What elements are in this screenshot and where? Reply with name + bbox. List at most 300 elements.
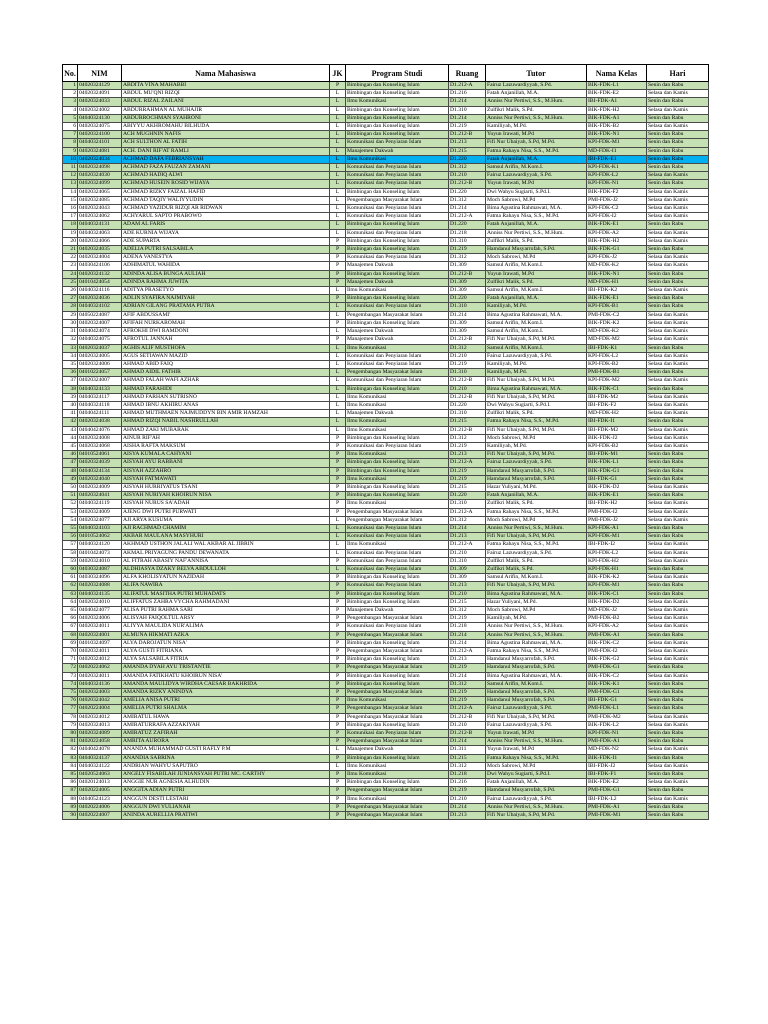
- cell-nama-kelas: BIK-FDK-E1: [587, 295, 647, 303]
- table-row: [63, 246, 709, 254]
- cell-ruang: D1.212-B: [449, 713, 486, 721]
- cell-nim: 04020324085: [78, 196, 122, 204]
- cell-nama: AMRITA AURORA: [122, 738, 330, 746]
- table-row: [63, 90, 709, 98]
- cell-ruang: D1.212-B: [449, 377, 486, 385]
- cell-hari: Selasa dan Kamis: [647, 549, 709, 557]
- cell-hari: Senin dan Rabu: [647, 344, 709, 352]
- cell-program-studi: Ilmu Komunikasi: [346, 762, 449, 770]
- cell-tutor: Anniss Nur Pertiwi, S.S., M.Hum.: [486, 803, 587, 811]
- cell-nama: ACHMAD HADIQ ALWI: [122, 172, 330, 180]
- cell-hari: Selasa dan Kamis: [647, 795, 709, 803]
- cell-nim: 04020324004: [78, 254, 122, 262]
- table-row: [63, 500, 709, 508]
- cell-no: 48: [63, 467, 78, 475]
- table-row: [63, 434, 709, 442]
- cell-tutor: Moch Sabrowi, M.Pd: [486, 607, 587, 615]
- table-row: [63, 705, 709, 713]
- cell-no: 84: [63, 762, 78, 770]
- cell-nama-kelas: KPI-FDK-M1: [587, 582, 647, 590]
- cell-tutor: Dwi Wahyu Sugiarti, S.Pd.I.: [486, 188, 587, 196]
- header-nama-mahasiswa: Nama Mahasiswa: [122, 65, 330, 82]
- cell-program-studi: Ilmu Komunikasi: [346, 451, 449, 459]
- cell-program-studi: Komunikasi dan Penyiaran Islam: [346, 582, 449, 590]
- cell-nim: 04020224007: [78, 812, 122, 820]
- cell-ruang: D1.312: [449, 254, 486, 262]
- cell-tutor: Fifi Nur Ubaiyah, S.Pd, M.Pd.: [486, 812, 587, 820]
- cell-program-studi: Bimbingan dan Konseling Islam: [346, 237, 449, 245]
- cell-nama-kelas: PMI-FDK-J2: [587, 516, 647, 524]
- table-row: [63, 131, 709, 139]
- header-ruang: Ruang: [449, 65, 486, 82]
- cell-nama-kelas: IBI-FDK-J2: [587, 762, 647, 770]
- cell-nama: AISHA RAFTA MAKSUM: [122, 442, 330, 450]
- cell-jk: L: [330, 155, 346, 163]
- cell-nama-kelas: KPI-FDK-L2: [587, 549, 647, 557]
- cell-tutor: Fatah Anjanillah, M.A.: [486, 90, 587, 98]
- cell-no: 18: [63, 221, 78, 229]
- table-row: [63, 114, 709, 122]
- cell-nama-kelas: MD-FDK-I1: [587, 147, 647, 155]
- cell-nama: ACH. DANI RIF'AT RAMLI: [122, 147, 330, 155]
- cell-hari: Senin dan Rabu: [647, 467, 709, 475]
- cell-nim: 04040324116: [78, 287, 122, 295]
- cell-tutor: Fairuz Lazuwardiyyah, S.Pd.: [486, 705, 587, 713]
- cell-nim: 04010424054: [78, 278, 122, 286]
- cell-ruang: D1.215: [449, 147, 486, 155]
- table-row: [63, 664, 709, 672]
- cell-nama-kelas: BIK-FDK-E1: [587, 492, 647, 500]
- cell-nim: 04040324075: [78, 336, 122, 344]
- cell-hari: Selasa dan Kamis: [647, 615, 709, 623]
- cell-hari: Senin dan Rabu: [647, 582, 709, 590]
- cell-program-studi: Ilmu Komunikasi: [346, 475, 449, 483]
- cell-nama-kelas: KPI-FDK-M1: [587, 139, 647, 147]
- cell-jk: P: [330, 713, 346, 721]
- cell-tutor: Fatah Anjanillah, M.A.: [486, 295, 587, 303]
- cell-nama-kelas: KPI-FDK-N1: [587, 730, 647, 738]
- cell-jk: P: [330, 812, 346, 820]
- cell-tutor: Samsul Arifin, M.Kom.I.: [486, 287, 587, 295]
- cell-ruang: D1.214: [449, 631, 486, 639]
- cell-jk: L: [330, 205, 346, 213]
- table-row: [63, 311, 709, 319]
- cell-program-studi: Komunikasi dan Penyiaran Islam: [346, 205, 449, 213]
- cell-jk: L: [330, 90, 346, 98]
- cell-nama: AFIFAH NURKAROMAH: [122, 319, 330, 327]
- cell-ruang: D1.219: [449, 442, 486, 450]
- cell-jk: P: [330, 475, 346, 483]
- cell-no: 45: [63, 442, 78, 450]
- cell-nama-kelas: PMI-FDK-A1: [587, 803, 647, 811]
- cell-tutor: Kamiliyah, M.Pd.: [486, 369, 587, 377]
- cell-no: 9: [63, 147, 78, 155]
- cell-nama-kelas: MD-FDK-H2: [587, 410, 647, 418]
- table-row: [63, 188, 709, 196]
- cell-hari: Senin dan Rabu: [647, 114, 709, 122]
- cell-hari: Selasa dan Kamis: [647, 557, 709, 565]
- cell-program-studi: Ilmu Komunikasi: [346, 287, 449, 295]
- cell-tutor: Samsul Arifin, M.Kom.I.: [486, 574, 587, 582]
- cell-nama-kelas: BIK-FDK-K2: [587, 319, 647, 327]
- cell-jk: P: [330, 582, 346, 590]
- cell-nim: 04040424077: [78, 607, 122, 615]
- cell-tutor: Zulfikri Malik, S.Pd.: [486, 410, 587, 418]
- cell-nama: ABDURROCHMAN SYAHRONI: [122, 114, 330, 122]
- cell-nama: AFROKHI DWI RAMDONI: [122, 328, 330, 336]
- header-nama-kelas: Nama Kelas: [587, 65, 647, 82]
- cell-program-studi: Bimbingan dan Konseling Islam: [346, 114, 449, 122]
- header-tutor: Tutor: [486, 65, 587, 82]
- cell-nama: ADENA VANESTYA: [122, 254, 330, 262]
- cell-tutor: Fatma Rahayu Nisa, S.S., M.Pd.: [486, 648, 587, 656]
- cell-jk: L: [330, 377, 346, 385]
- cell-jk: P: [330, 451, 346, 459]
- cell-tutor: Samsul Arifin, M.Kom.I.: [486, 262, 587, 270]
- cell-nama: ADE KURNIA WIJAYA: [122, 229, 330, 237]
- table-row: [63, 369, 709, 377]
- cell-ruang: D1.214: [449, 311, 486, 319]
- table-row: [63, 287, 709, 295]
- cell-ruang: D1.220: [449, 492, 486, 500]
- cell-jk: P: [330, 278, 346, 286]
- cell-no: 10: [63, 155, 78, 163]
- cell-no: 89: [63, 803, 78, 811]
- cell-nama-kelas: KPI-FDK-N1: [587, 180, 647, 188]
- cell-nim: 04020324035: [78, 246, 122, 254]
- table-row: [63, 721, 709, 729]
- cell-nim: 04010524062: [78, 533, 122, 541]
- cell-jk: P: [330, 779, 346, 787]
- cell-hari: Senin dan Rabu: [647, 787, 709, 795]
- cell-program-studi: Pengembangan Masyarakat Islam: [346, 738, 449, 746]
- cell-hari: Selasa dan Kamis: [647, 648, 709, 656]
- cell-nama: ADINDA ALISA BUNGA AULIAH: [122, 270, 330, 278]
- cell-nama-kelas: IBI-FDK-I2: [587, 541, 647, 549]
- table-row: [63, 164, 709, 172]
- cell-no: 17: [63, 213, 78, 221]
- table-row: [63, 574, 709, 582]
- cell-nama: AMELIA PUTRI SHALMA: [122, 705, 330, 713]
- cell-nama-kelas: PMI-FDK-I2: [587, 508, 647, 516]
- cell-nama: ADITYA PRASETYO: [122, 287, 330, 295]
- cell-nama: ACHMAD YAZIDUR RIZQI AR RIDWAN: [122, 205, 330, 213]
- table-row: [63, 508, 709, 516]
- cell-nim: 04020324098: [78, 164, 122, 172]
- cell-no: 77: [63, 705, 78, 713]
- cell-ruang: D1.212-B: [449, 730, 486, 738]
- cell-ruang: D1.210: [449, 590, 486, 598]
- cell-ruang: D1.219: [449, 475, 486, 483]
- cell-program-studi: Bimbingan dan Konseling Islam: [346, 295, 449, 303]
- cell-nama: ALISA PUTRI RAHMA SARI: [122, 607, 330, 615]
- cell-nim: 04030424106: [78, 262, 122, 270]
- cell-no: 6: [63, 123, 78, 131]
- cell-ruang: D1.213: [449, 533, 486, 541]
- table-row: [63, 377, 709, 385]
- cell-ruang: D1.212-B: [449, 180, 486, 188]
- cell-nama-kelas: BIK-FDK-A1: [587, 114, 647, 122]
- cell-nim: 04040324118: [78, 401, 122, 409]
- cell-nama: ANGGIE NUR AGNESIA ALHUDIN: [122, 779, 330, 787]
- cell-hari: Senin dan Rabu: [647, 754, 709, 762]
- cell-jk: L: [330, 188, 346, 196]
- cell-jk: L: [330, 114, 346, 122]
- cell-hari: Senin dan Rabu: [647, 459, 709, 467]
- cell-hari: Senin dan Rabu: [647, 221, 709, 229]
- cell-program-studi: Komunikasi dan Penyiaran Islam: [346, 229, 449, 237]
- cell-jk: L: [330, 344, 346, 352]
- cell-nama: ALISYAH FAIQOLTUL ARSY: [122, 615, 330, 623]
- cell-no: 34: [63, 352, 78, 360]
- cell-nama: ALIYYA MAULIDA NUR'ALIMA: [122, 623, 330, 631]
- table-row: [63, 582, 709, 590]
- cell-nama: AMIRATURRAFA AZZAKIYAH: [122, 721, 330, 729]
- cell-nim: 04020324132: [78, 270, 122, 278]
- table-row: [63, 648, 709, 656]
- cell-no: 59: [63, 557, 78, 565]
- cell-no: 90: [63, 812, 78, 820]
- cell-nama: AISYAH AZZAHRO: [122, 467, 330, 475]
- cell-nim: 04010324097: [78, 639, 122, 647]
- cell-hari: Selasa dan Kamis: [647, 410, 709, 418]
- cell-hari: Selasa dan Kamis: [647, 196, 709, 204]
- cell-jk: L: [330, 418, 346, 426]
- cell-jk: P: [330, 270, 346, 278]
- cell-ruang: D1.312: [449, 164, 486, 172]
- cell-program-studi: Pengembangan Masyarakat Islam: [346, 631, 449, 639]
- cell-nama: AISYAH AYU RABBANI: [122, 459, 330, 467]
- cell-no: 30: [63, 319, 78, 327]
- cell-nim: 04040324136: [78, 680, 122, 688]
- cell-ruang: D1.215: [449, 418, 486, 426]
- cell-nama: ALYA SALSABILA FITRIA: [122, 656, 330, 664]
- cell-nim: 04040424076: [78, 426, 122, 434]
- cell-tutor: Samsul Arifin, M.Kom.I.: [486, 328, 587, 336]
- cell-no: 76: [63, 697, 78, 705]
- cell-nama-kelas: KPI-FDK-M2: [587, 377, 647, 385]
- cell-no: 46: [63, 451, 78, 459]
- table-row: [63, 524, 709, 532]
- cell-program-studi: Bimbingan dan Konseling Islam: [346, 246, 449, 254]
- cell-ruang: D1.309: [449, 319, 486, 327]
- cell-hari: Selasa dan Kamis: [647, 262, 709, 270]
- cell-jk: L: [330, 123, 346, 131]
- cell-no: 27: [63, 295, 78, 303]
- table-row: [63, 360, 709, 368]
- cell-nim: 04020224062: [78, 664, 122, 672]
- cell-nama-kelas: BIK-FDK-K2: [587, 574, 647, 582]
- cell-nama: ADAM AL FARIS: [122, 221, 330, 229]
- cell-no: 26: [63, 287, 78, 295]
- cell-nama-kelas: BIK-FDK-E1: [587, 221, 647, 229]
- cell-nim: 04020324042: [78, 697, 122, 705]
- cell-hari: Selasa dan Kamis: [647, 656, 709, 664]
- cell-hari: Senin dan Rabu: [647, 147, 709, 155]
- cell-nama: ACH SULTHON AL FATIH: [122, 139, 330, 147]
- table-row: [63, 303, 709, 311]
- table-row: [63, 205, 709, 213]
- cell-jk: L: [330, 369, 346, 377]
- cell-ruang: D1.312: [449, 762, 486, 770]
- cell-nama-kelas: BIK-FDK-C2: [587, 672, 647, 680]
- cell-nama-kelas: BIK-FDK-G1: [587, 246, 647, 254]
- cell-tutor: Anniss Nur Pertiwi, S.S., M.Hum.: [486, 738, 587, 746]
- cell-nim: 04020324012: [78, 656, 122, 664]
- cell-program-studi: Ilmu Komunikasi: [346, 98, 449, 106]
- cell-no: 78: [63, 713, 78, 721]
- cell-nama: ALYA GUSTI FITRIANA: [122, 648, 330, 656]
- cell-no: 11: [63, 164, 78, 172]
- cell-ruang: D1.212-A: [449, 541, 486, 549]
- cell-ruang: D1.312: [449, 680, 486, 688]
- cell-no: 29: [63, 311, 78, 319]
- cell-tutor: Moch Sabrowi, M.Pd: [486, 254, 587, 262]
- cell-ruang: D1.214: [449, 738, 486, 746]
- table-row: [63, 459, 709, 467]
- cell-nim: 04020324075: [78, 123, 122, 131]
- cell-tutor: Bima Agustina Rahmawati, M.A.: [486, 639, 587, 647]
- cell-jk: P: [330, 254, 346, 262]
- cell-ruang: D1.213: [449, 812, 486, 820]
- cell-nama: AFIF ABDUSSAMI': [122, 311, 330, 319]
- cell-ruang: D1.212-B: [449, 336, 486, 344]
- cell-nim: 04020324100: [78, 131, 122, 139]
- cell-ruang: D1.219: [449, 664, 486, 672]
- cell-no: 51: [63, 492, 78, 500]
- cell-program-studi: Ilmu Komunikasi: [346, 344, 449, 352]
- cell-program-studi: Bimbingan dan Konseling Islam: [346, 754, 449, 762]
- table-row: [63, 237, 709, 245]
- cell-program-studi: Pengembangan Masyarakat Islam: [346, 803, 449, 811]
- cell-jk: P: [330, 82, 346, 90]
- cell-jk: P: [330, 607, 346, 615]
- cell-nama: AGUS SETIAWAN MAZID: [122, 352, 330, 360]
- cell-tutor: Bima Agustina Rahmawati, M.A.: [486, 385, 587, 393]
- cell-nama-kelas: PMI-FDK-A1: [587, 738, 647, 746]
- cell-nama-kelas: KPI-FDK-B1: [587, 303, 647, 311]
- cell-tutor: Fairuz Lazuwardiyyah, S.Pd.: [486, 459, 587, 467]
- table-row: [63, 385, 709, 393]
- cell-jk: P: [330, 246, 346, 254]
- cell-nama-kelas: KPI-FDK-A2: [587, 229, 647, 237]
- cell-no: 24: [63, 270, 78, 278]
- cell-hari: Selasa dan Kamis: [647, 229, 709, 237]
- cell-tutor: Fairuz Lazuwardiyyah, S.Pd.: [486, 82, 587, 90]
- cell-nama: ALIFFATUS ZAHRA VYCHA RAHMADANI: [122, 598, 330, 606]
- cell-program-studi: Komunikasi dan Penyiaran Islam: [346, 139, 449, 147]
- cell-nama: ADLIN SYAFIRA NAJMIYAH: [122, 295, 330, 303]
- cell-nama: AHMAD FALAH WAFI AZHAR: [122, 377, 330, 385]
- cell-jk: P: [330, 557, 346, 565]
- table-row: [63, 492, 709, 500]
- cell-jk: P: [330, 672, 346, 680]
- cell-jk: L: [330, 426, 346, 434]
- cell-nama: ACH MUGHNIN NAFIS: [122, 131, 330, 139]
- cell-tutor: Fatma Rahayu Nisa, S.S., M.Pd.: [486, 754, 587, 762]
- cell-nama-kelas: MD-FDK-H1: [587, 278, 647, 286]
- cell-nama: ALIFA NAWIRA: [122, 582, 330, 590]
- cell-jk: P: [330, 730, 346, 738]
- student-schedule-document: [62, 64, 708, 820]
- cell-no: 62: [63, 582, 78, 590]
- cell-hari: Selasa dan Kamis: [647, 426, 709, 434]
- cell-ruang: D1.310: [449, 303, 486, 311]
- cell-program-studi: Bimbingan dan Konseling Islam: [346, 434, 449, 442]
- cell-ruang: D1.216: [449, 779, 486, 787]
- cell-no: 52: [63, 500, 78, 508]
- cell-nama-kelas: KPI-FDK-H1: [587, 565, 647, 573]
- cell-hari: Selasa dan Kamis: [647, 336, 709, 344]
- table-row: [63, 467, 709, 475]
- table-row: [63, 762, 709, 770]
- cell-nama-kelas: IBI-FDK-M1: [587, 451, 647, 459]
- cell-tutor: Fatma Rahayu Nisa, S.S., M.Pd.: [486, 418, 587, 426]
- cell-jk: P: [330, 615, 346, 623]
- cell-nama-kelas: MD-FDK-N2: [587, 746, 647, 754]
- cell-tutor: Hazar Yuliyani, M.Pd.: [486, 598, 587, 606]
- table-header-row: [63, 65, 709, 82]
- cell-nama-kelas: PMI-FDK-G1: [587, 664, 647, 672]
- cell-program-studi: Komunikasi dan Penyiaran Islam: [346, 213, 449, 221]
- cell-nim: 04020324039: [78, 459, 122, 467]
- cell-jk: L: [330, 352, 346, 360]
- cell-tutor: Fifi Nur Ubaiyah, S.Pd, M.Pd.: [486, 713, 587, 721]
- cell-hari: Senin dan Rabu: [647, 771, 709, 779]
- cell-nama: ABIYYU AKHROMAHU BILHUDA: [122, 123, 330, 131]
- cell-nim: 04040424111: [78, 410, 122, 418]
- cell-jk: L: [330, 524, 346, 532]
- cell-nim: 04020524063: [78, 771, 122, 779]
- cell-nama: ANANDIA SABRINA: [122, 754, 330, 762]
- cell-tutor: Bima Agustina Rahmawati, M.A.: [486, 672, 587, 680]
- cell-nama: AHMAD FARHAN SUTRISNO: [122, 393, 330, 401]
- cell-hari: Selasa dan Kamis: [647, 123, 709, 131]
- table-row: [63, 615, 709, 623]
- cell-ruang: D1.312: [449, 516, 486, 524]
- table-row: [63, 754, 709, 762]
- cell-ruang: D1.312: [449, 196, 486, 204]
- cell-program-studi: Ilmu Komunikasi: [346, 771, 449, 779]
- cell-hari: Selasa dan Kamis: [647, 434, 709, 442]
- cell-jk: L: [330, 401, 346, 409]
- cell-hari: Selasa dan Kamis: [647, 779, 709, 787]
- cell-program-studi: Manajemen Dakwah: [346, 607, 449, 615]
- cell-jk: P: [330, 648, 346, 656]
- cell-nim: 04020324001: [78, 631, 122, 639]
- cell-program-studi: Bimbingan dan Konseling Islam: [346, 680, 449, 688]
- cell-nama: AISYAH NURIYAH KHOIRUN NISA: [122, 492, 330, 500]
- cell-nama: AISYA KUMALA CAHYANI: [122, 451, 330, 459]
- cell-program-studi: Bimbingan dan Konseling Islam: [346, 221, 449, 229]
- cell-ruang: D1.309: [449, 287, 486, 295]
- table-row: [63, 672, 709, 680]
- cell-hari: Selasa dan Kamis: [647, 237, 709, 245]
- cell-ruang: D1.213: [449, 139, 486, 147]
- cell-tutor: Fatah Anjanillah, M.A.: [486, 779, 587, 787]
- cell-nim: 04050224087: [78, 311, 122, 319]
- cell-nama: ACHMAD TAQIY WALIYYUDIN: [122, 196, 330, 204]
- cell-hari: Selasa dan Kamis: [647, 541, 709, 549]
- table-row: [63, 393, 709, 401]
- cell-hari: Selasa dan Kamis: [647, 172, 709, 180]
- cell-program-studi: Bimbingan dan Konseling Islam: [346, 319, 449, 327]
- cell-nama: ALMUNA HIKMATI AZKA: [122, 631, 330, 639]
- cell-nama: ACHYARUL SAPTO PRABOWO: [122, 213, 330, 221]
- cell-nim: 04020324099: [78, 180, 122, 188]
- cell-ruang: D1.309: [449, 565, 486, 573]
- cell-hari: Selasa dan Kamis: [647, 516, 709, 524]
